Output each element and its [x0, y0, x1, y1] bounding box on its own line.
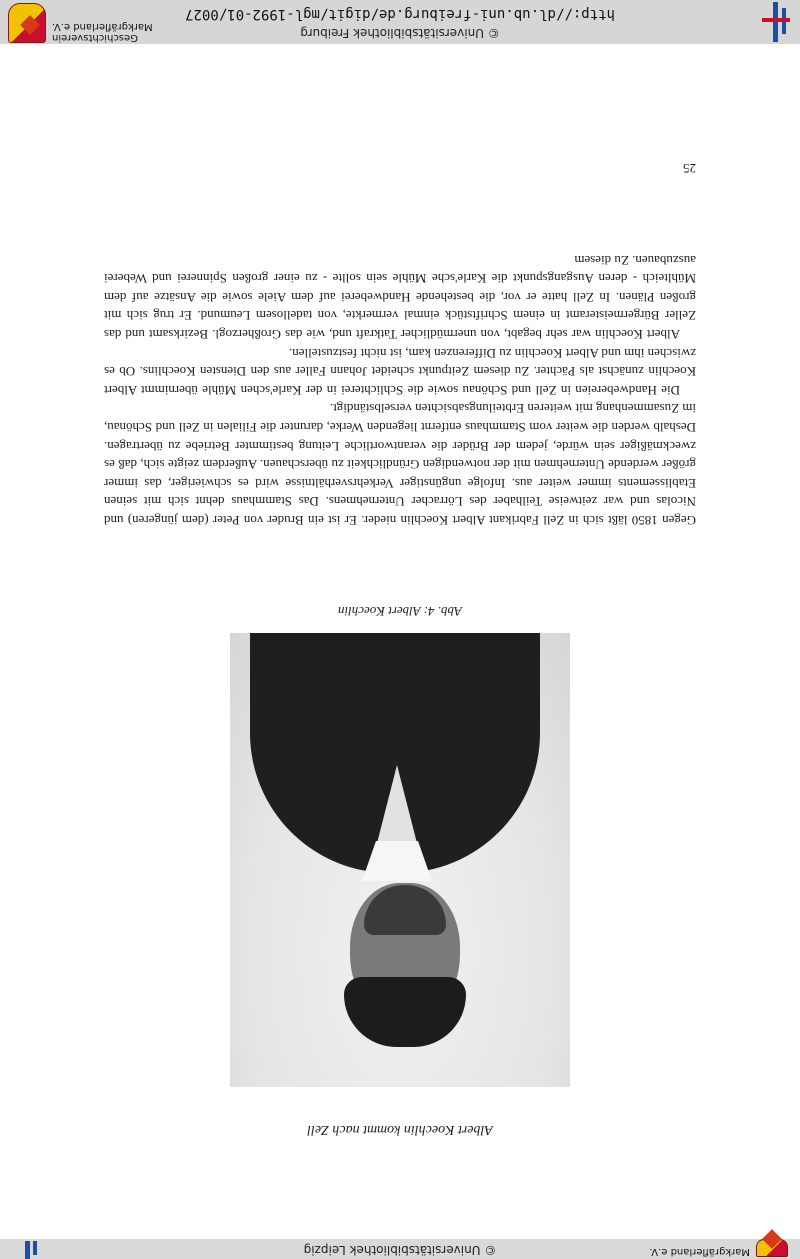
footer-logo-line1: Geschichtsverein: [52, 32, 138, 43]
portrait-photo: [230, 633, 570, 1087]
page-number: 25: [683, 161, 696, 176]
header-logo: [649, 1239, 788, 1257]
paragraph: Gegen 1850 läßt sich in Zell Fabrikant Albert Koechlin nieder. Er ist ein Bruder von Peter (dem jüngeren) und Nicolas und war zeitweise Teilhaber des Lörracher Unternehmens. Das Stammhaus dehnt sich mit seinen Etablissements immer weiter aus. Infolge ungünstiger Verkehrsverhältnisse wird es schwieriger, das immer größer werdende Unternehmen mit der notwendigen Gründlichkeit zu überschauen. Außerdem zeigte sich, daß es zweckmäßiger sein würde, jedem der Brüder die verantwortliche Leitung bestimmter Betriebe zu übertragen. Deshalb werden die weiter vom Stammhaus entfernt liegenden Werke, darunter die Filialen in Zell und Schönau, im Zusammenhang mit weiteren Erbteilungsabsichten verselbständigt.: [104, 401, 696, 528]
header-strip: [0, 1239, 800, 1259]
coat-of-arms-icon: [8, 3, 46, 43]
header-copyright: © Universitätsbibliothek Leipzig: [303, 1243, 497, 1257]
body-text: [104, 250, 696, 529]
ub-freiburg-logo-icon: [10, 1241, 40, 1259]
figure-caption: Abb. 4: Albert Koechlin: [338, 604, 462, 619]
ub-freiburg-logo-icon: [760, 2, 790, 42]
running-head: Albert Koechlin kommt nach Zell: [307, 1122, 493, 1137]
coat-of-arms-icon: [756, 1239, 788, 1257]
header-logo-text: Markgräflerland e.V.: [649, 1246, 750, 1257]
footer-logo: [8, 3, 153, 43]
footer-logo-line2: Markgräflerland e.V.: [52, 21, 153, 32]
paragraph: Die Handwebereien in Zell und Schönau sowie die Schlichterei in der Karle'schen Mühle übernimmt Albert Koechlin zunächst als Pächter. Zu diesem Zeitpunkt scheidet Johann Faller aus den Diensten Koechlins. Ob es zwischen ihm und Albert Koechlin zu Differenzen kam, ist nicht festzustellen.: [104, 345, 696, 398]
footer-url-link[interactable]: http://dl.ub.uni-freiburg.de/digit/mgl-1992-01/0027: [185, 6, 615, 22]
footer-strip: [0, 0, 800, 44]
paragraph: Albert Koechlin war sehr begabt, von unermüdlicher Tatkraft und, wie das Großherzogl. Bezirksamt und das Zeller Bürgermeisteramt in einem Schriftstück einmal vermerkte, von tadellosem Leumund. Er trug sich mit großen Plänen. In Zell hatte er vor, die bestehende Handweberei auf dem Aiele sowie die Ansätze auf dem Mühlteich - deren Ausgangspunkt die Karle'sche Mühle sein sollte - zu einer großen Spinnerei und Weberei auszubauen. Zu diesem: [104, 252, 696, 343]
footer-copyright: © Universitätsbibliothek Freiburg: [300, 26, 500, 40]
